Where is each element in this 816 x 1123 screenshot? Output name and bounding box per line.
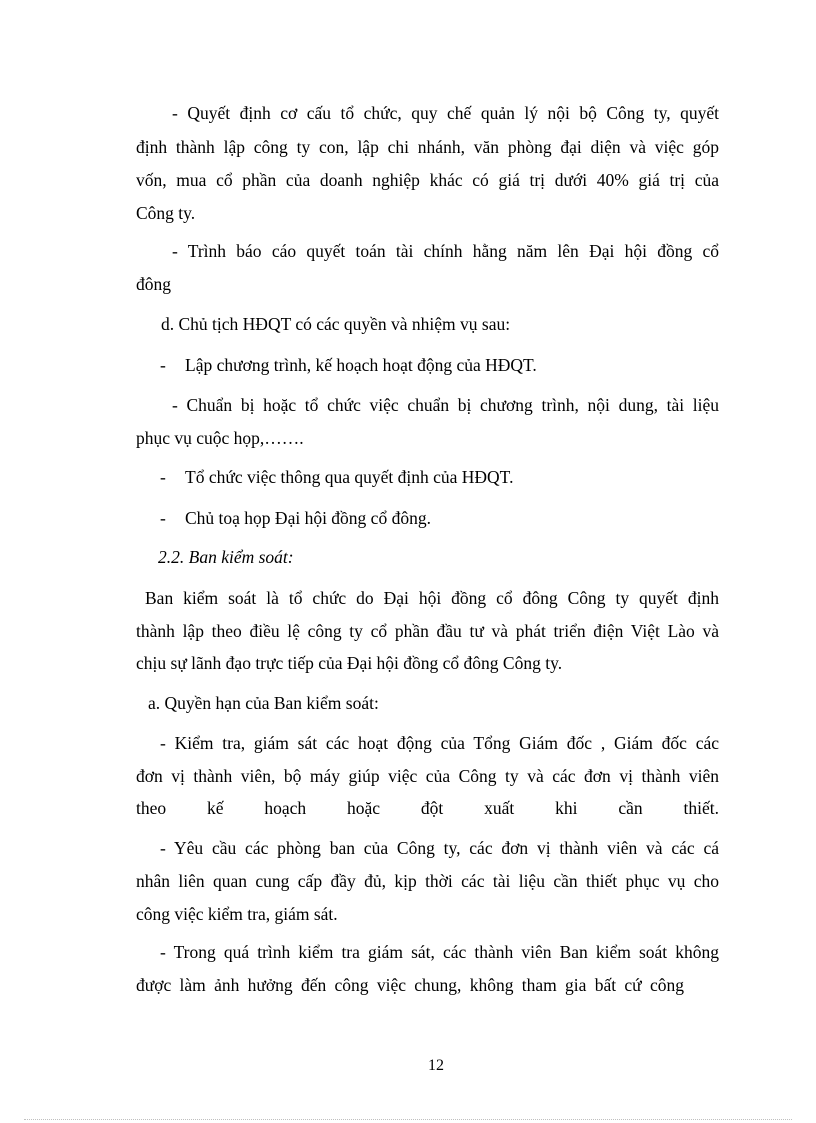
rights-item3-line1: - Trong quá trình kiểm tra giám sát, các thành viên Ban kiểm soát không	[160, 942, 719, 962]
para1-line2: định thành lập công ty con, lập chi nhánh, văn phòng đại diện và việc góp	[136, 137, 719, 157]
rights-item1-line3: theo kế hoạch hoặc đột xuất khi cần thiết.	[136, 798, 719, 818]
rights-item2-line3: công việc kiểm tra, giám sát.	[136, 904, 338, 924]
intro-line2: thành lập theo điều lệ công ty cổ phần đầu tư và phát triển điện Việt Lào và	[136, 621, 719, 641]
para1-line4: Công ty.	[136, 203, 196, 223]
para2-line2: đông	[136, 274, 171, 294]
rights-item1-line2: đơn vị thành viên, bộ máy giúp việc của Công ty và các đơn vị thành viên	[136, 766, 719, 786]
rights-item1-line1: - Kiểm tra, giám sát các hoạt động của Tổng Giám đốc , Giám đốc các	[160, 733, 719, 753]
rights-item3-line2: được làm ảnh hưởng đến công việc chung, không tham gia bất cứ công	[136, 975, 684, 995]
heading-supervisory-rights: a. Quyền hạn của Ban kiểm soát:	[148, 693, 379, 713]
list-item: Chủ toạ họp Đại hội đồng cổ đông.	[185, 508, 431, 528]
para1-line3: vốn, mua cổ phần của doanh nghiệp khác có giá trị dưới 40% giá trị của	[136, 170, 719, 190]
intro-line3: chịu sự lãnh đạo trực tiếp của Đại hội đồng cổ đông Công ty.	[136, 653, 563, 673]
page-number: 12	[428, 1057, 444, 1074]
para1-line1: - Quyết định cơ cấu tổ chức, quy chế quản lý nội bộ Công ty, quyết	[172, 103, 719, 123]
intro-line1: Ban kiểm soát là tổ chức do Đại hội đồng cổ đông Công ty quyết định	[145, 588, 719, 608]
heading-chairman-duties: d. Chủ tịch HĐQT có các quyền và nhiệm vụ sau:	[161, 314, 511, 334]
rights-item2-line1: - Yêu cầu các phòng ban của Công ty, các đơn vị thành viên và các cá	[160, 838, 719, 858]
list-item-dash: -	[160, 355, 166, 375]
section-heading: 2.2. Ban kiểm soát:	[158, 547, 294, 567]
list-item-dash: -	[160, 467, 166, 487]
list-item-line2: phục vụ cuộc họp,…….	[136, 428, 304, 448]
list-item-dash: -	[160, 508, 166, 528]
page-bottom-rule	[24, 1119, 792, 1120]
rights-item2-line2: nhân liên quan cung cấp đầy đủ, kịp thời các tài liệu cần thiết phục vụ cho	[136, 871, 719, 891]
list-item-line1: - Chuẩn bị hoặc tổ chức việc chuẩn bị chương trình, nội dung, tài liệu	[172, 395, 719, 415]
list-item: Lập chương trình, kế hoạch hoạt động của HĐQT.	[185, 355, 537, 375]
para2-line1: - Trình báo cáo quyết toán tài chính hằng năm lên Đại hội đồng cổ	[172, 241, 719, 261]
list-item: Tổ chức việc thông qua quyết định của HĐQT.	[185, 467, 514, 487]
